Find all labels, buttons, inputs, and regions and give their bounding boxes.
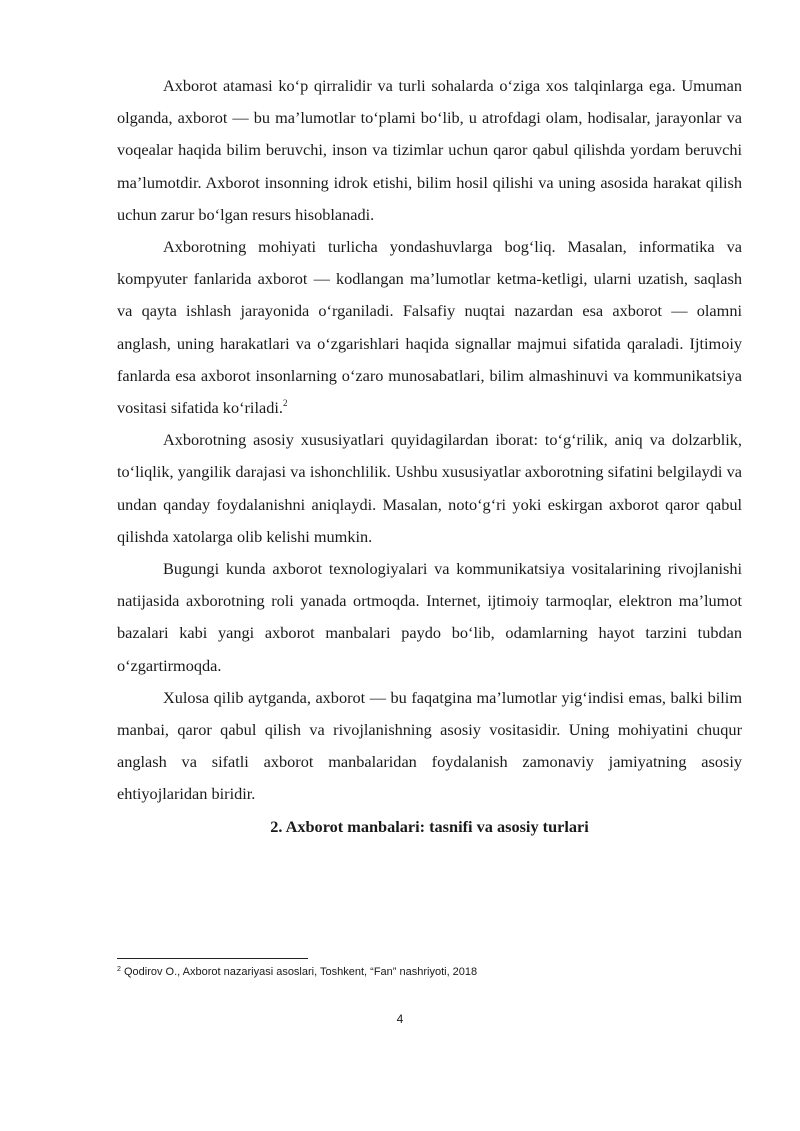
paragraph-2-text: Axborotning mohiyati turlicha yondashuvlarga bog‘liq. Masalan, informatika va kompyuter fanlarida axborot — kodlangan ma’lumotlar ketma-ketligi, ularni uzatish, saqlash va qayta ishlash jarayonida o‘rganiladi. Falsafiy nuqtai nazardan esa axborot — olamni anglash, uning harakatlari va o‘zgarishlari haqida signallar majmui sifatida qaraladi. Ijtimoiy fanlarda esa axborot insonlarning o‘zaro munosabatlari, bilim almashinuvi va kommunikatsiya vositasi sifatida ko‘riladi. [117,237,742,418]
paragraph-5: Xulosa qilib aytganda, axborot — bu faqatgina ma’lumotlar yig‘indisi emas, balki bilim manbai, qaror qabul qilish va rivojlanishning asosiy vositasidir. Uning mohiyatini chuqur anglash va sifatli axborot manbalaridan foydalanish zamonaviy jamiyatning asosiy ehtiyojlaridan biridir. [117,687,742,804]
footnote-reference[interactable]: 2 [282,398,288,409]
paragraph-2 [117,231,742,424]
paragraph-3: Axborotning asosiy xususiyatlari quyidagilardan iborat: to‘g‘rilik, aniq va dolzarblik, to‘liqlik, yangilik darajasi va ishonchlilik. Ushbu xususiyatlar axborotning sifatini belgilaydi va undan qanday foydalanishni aniqlaydi. Masalan, noto‘g‘ri yoki eskirgan axborot qaror qabul qilishda xatolarga olib kelishi mumkin. [117,430,742,546]
paragraph-4: Bugungi kunda axborot texnologiyalari va kommunikatsiya vositalarining rivojlanishi natijasida axborotning roli yanada ortmoqda. Internet, ijtimoiy tarmoqlar, elektron ma’lumot bazalari kabi yangi axborot manbalari paydo bo‘lib, odamlarning hayot tarzini tubdan o‘zgartirmoqda. [117,559,742,675]
section-heading: 2. Axborot manbalari: tasnifi va asosiy turlari [270,816,589,836]
footnote-divider [117,958,308,959]
paragraph-1: Axborot atamasi ko‘p qirralidir va turli sohalarda o‘ziga xos talqinlarga ega. Umuman olganda, axborot — bu ma’lumotlar to‘plami bo‘lib, u atrofdagi olam, hodisalar, jarayonlar va voqealar haqida bilim beruvchi, inson va tizimlar uchun qaror qabul qilishda yordam beruvchi ma’lumotdir. Axborot insonning idrok etishi, bilim hosil qilishi va uning asosida harakat qilish uchun zarur bo‘lgan resurs hisoblanadi. [117,76,742,224]
page-number: 4 [396,1012,404,1026]
footnote-text: Qodirov O., Axborot nazariyasi asoslari, Toshkent, “Fan” nashriyoti, 2018 [120,966,478,978]
document-body [117,70,742,843]
footnote [117,964,742,980]
footnote-marker: 2 [117,966,121,973]
